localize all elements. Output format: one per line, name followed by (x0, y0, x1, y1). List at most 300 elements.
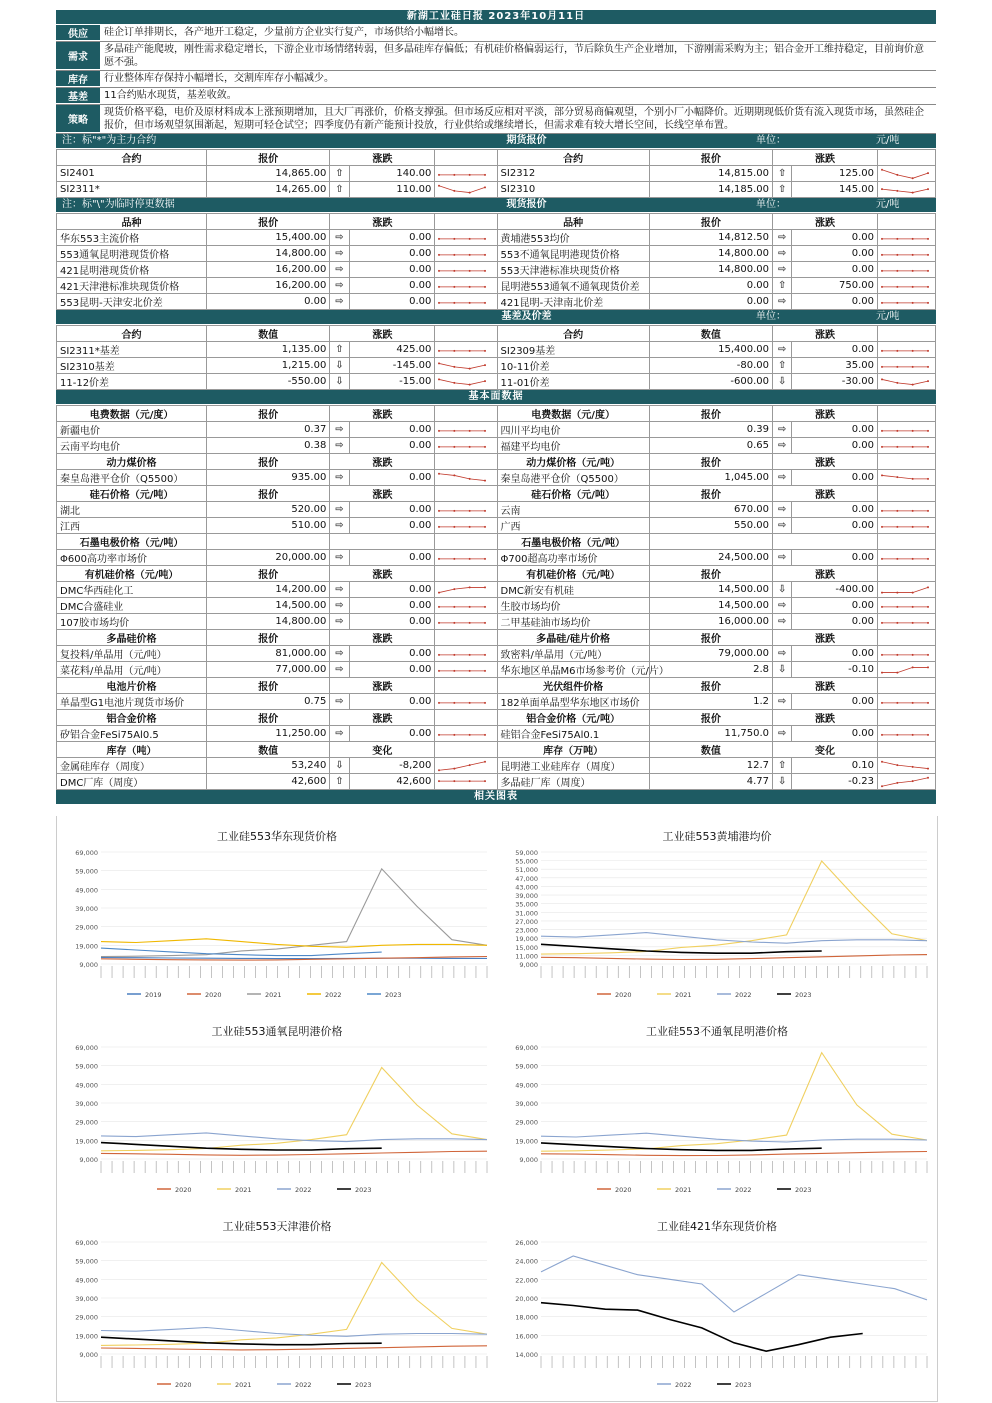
item-change: 0.00 (792, 614, 878, 630)
sparkline (435, 230, 497, 246)
header-cell: 报价 (649, 566, 772, 582)
header-cell: 石墨电极价格（元/吨） (57, 534, 207, 550)
sparkline-point (881, 474, 883, 476)
sparkline-chart (435, 343, 489, 357)
y-tick-label: 9,000 (79, 961, 98, 969)
item-name: SI2311*基差 (57, 342, 207, 358)
chart-title: 工业硅553华东现货价格 (217, 830, 337, 843)
item-change: 0.00 (349, 470, 435, 486)
item-value: 79,000.00 (649, 646, 772, 662)
item-change: 140.00 (349, 166, 435, 182)
spot-header-bar (56, 198, 936, 213)
sparkline-point (927, 733, 929, 735)
item-name: 秦皇岛港平仓价（Q5500） (497, 470, 649, 486)
sparkline-chart (435, 663, 489, 677)
sparkline-point (912, 765, 914, 767)
futures-title: 期货报价 (506, 135, 547, 146)
summary-row (56, 25, 936, 42)
header-cell: 涨跌 (773, 406, 878, 422)
sparkline-point (927, 586, 929, 588)
sparkline-point (438, 769, 440, 771)
sparkline-point (484, 253, 486, 255)
basis-unit-label: 单位： (756, 311, 786, 322)
sparkline-point (469, 669, 471, 671)
header-cell: 涨跌 (330, 486, 435, 502)
sparkline-point (469, 586, 471, 588)
change-arrow-right-icon: ⇨ (330, 518, 349, 534)
chart-plot (497, 1041, 937, 1201)
sparkline-point (438, 173, 440, 175)
header-cell-empty (878, 326, 936, 342)
sparkline-point (927, 509, 929, 511)
sparkline-chart (878, 599, 932, 613)
spot-unit-label: 单位： (756, 199, 786, 210)
y-tick-label: 49,000 (75, 886, 98, 895)
item-name: DMC新安有机硅 (497, 582, 649, 598)
sparkline-point (927, 445, 929, 447)
item-name: 黄埔港553均价 (497, 230, 649, 246)
sparkline-chart (435, 471, 489, 485)
sparkline-chart (435, 231, 489, 245)
legend-label: 2022 (735, 1186, 752, 1194)
sparkline-point (484, 669, 486, 671)
item-name: 云南平均电价 (57, 438, 207, 454)
y-tick-label: 23,000 (515, 926, 538, 935)
item-change: 0.00 (349, 646, 435, 662)
change-arrow-right-icon: ⇨ (330, 278, 349, 294)
item-change: 0.00 (349, 694, 435, 710)
sparkline (435, 374, 497, 390)
item-name: 硅铝合金FeSi75Al0.1 (497, 726, 649, 742)
series-line (541, 1143, 822, 1151)
item-name: 矽铝合金FeSi75Al0.5 (57, 726, 207, 742)
item-value: 670.00 (649, 502, 772, 518)
item-change: 0.00 (349, 518, 435, 534)
sparkline-line (882, 587, 928, 592)
futures-unit-label: 单位： (756, 135, 786, 146)
sparkline-line (439, 185, 485, 192)
sparkline-point (912, 349, 914, 351)
sparkline-point (469, 269, 471, 271)
header-cell: 品种 (497, 214, 649, 230)
header-cell-empty (878, 566, 936, 582)
sparkline (878, 502, 936, 518)
item-name: 复投料/单晶用（元/吨） (57, 646, 207, 662)
fundamentals-title: 基本面数据 (56, 390, 936, 405)
sparkline-point (881, 509, 883, 511)
sparkline (435, 598, 497, 614)
y-tick-label: 49,000 (75, 1081, 98, 1090)
item-value: 14,815.00 (649, 166, 772, 182)
header-cell-empty (435, 534, 497, 550)
sparkline-point (438, 780, 440, 782)
y-tick-label: 29,000 (75, 1118, 98, 1127)
item-name: 二甲基硅油市场均价 (497, 614, 649, 630)
sparkline (435, 550, 497, 566)
sparkline-point (896, 591, 898, 593)
chart-title: 工业硅553黄埔港均价 (662, 830, 772, 843)
table-row (57, 550, 936, 566)
table-row (57, 358, 936, 374)
table-row (57, 726, 936, 742)
item-change: 145.00 (792, 182, 878, 198)
sparkline (435, 294, 497, 310)
sparkline-chart (878, 519, 932, 533)
change-arrow-right-icon: ⇨ (773, 230, 792, 246)
y-tick-label: 39,000 (515, 1100, 538, 1108)
legend-label: 2021 (235, 1381, 252, 1389)
item-value: -80.00 (649, 358, 772, 374)
item-change: -15.00 (349, 374, 435, 390)
sparkline (435, 726, 497, 742)
item-name: DMC合盛硅业 (57, 598, 207, 614)
legend-label: 2020 (615, 1186, 632, 1194)
summary-text: 行业整体库存保持小幅增长，交割库库存小幅减少。 (104, 73, 334, 84)
item-name: SI2310 (497, 182, 649, 198)
sparkline-point (469, 477, 471, 479)
sparkline (878, 342, 936, 358)
item-value: 12.7 (649, 758, 772, 774)
sparkline-point (912, 557, 914, 559)
table-row (57, 758, 936, 774)
sparkline-chart (435, 423, 489, 437)
item-name: 107胶市场均价 (57, 614, 207, 630)
header-cell: 数值 (207, 326, 330, 342)
series-line (541, 1303, 863, 1352)
sparkline (878, 374, 936, 390)
header-cell: 报价 (649, 406, 772, 422)
table-header-row (57, 326, 936, 342)
basis-table (56, 325, 936, 390)
header-cell: 报价 (649, 630, 772, 646)
sparkline-point (438, 591, 440, 593)
legend-label: 2022 (295, 1186, 312, 1194)
sparkline (435, 262, 497, 278)
sparkline-point (896, 764, 898, 766)
table-row (57, 502, 936, 518)
futures-note: 注：标"*"为主力合约 (62, 135, 157, 146)
header-cell-empty (435, 678, 497, 694)
y-tick-label: 35,000 (515, 900, 538, 909)
sparkline-point (484, 525, 486, 527)
sparkline-point (438, 429, 440, 431)
item-name: 单晶型G1电池片现货市场价 (57, 694, 207, 710)
table-header-row (57, 486, 936, 502)
sparkline-point (881, 701, 883, 703)
sparkline-point (454, 588, 456, 590)
sparkline-point (927, 253, 929, 255)
y-tick-label: 19,000 (515, 935, 538, 944)
item-value: 14,500.00 (207, 598, 330, 614)
chart-plot (57, 1236, 497, 1396)
sparkline-line (439, 363, 485, 368)
sparkline-point (881, 365, 883, 367)
sparkline (435, 278, 497, 294)
table-row (57, 182, 936, 198)
summary-text: 硅企订单排期长，各产地开工稳定，少量前方企业实行复产，市场供给小幅增长。 (104, 27, 464, 38)
sparkline-point (438, 301, 440, 303)
y-tick-label: 24,000 (515, 1257, 538, 1266)
sparkline-chart (878, 375, 932, 389)
sparkline-chart (435, 599, 489, 613)
table-header-row (57, 678, 936, 694)
y-tick-label: 49,000 (75, 1276, 98, 1285)
sparkline-line (882, 169, 928, 178)
sparkline-point (881, 760, 883, 762)
sparkline-point (469, 237, 471, 239)
sparkline (435, 646, 497, 662)
series-line (541, 1152, 927, 1156)
legend-label: 2021 (675, 991, 692, 999)
y-tick-label: 19,000 (75, 1332, 98, 1341)
sparkline-point (896, 429, 898, 431)
sparkline (435, 694, 497, 710)
sparkline-point (454, 701, 456, 703)
item-change: 0.00 (349, 438, 435, 454)
header-cell-empty (878, 710, 936, 726)
sparkline-point (912, 477, 914, 479)
change-arrow-down-icon: ⇩ (330, 374, 349, 390)
sparkline-point (484, 364, 486, 366)
sparkline-point (484, 760, 486, 762)
item-name: Φ600高功率市场价 (57, 550, 207, 566)
sparkline-point (484, 380, 486, 382)
sparkline (435, 774, 497, 790)
sparkline-chart (878, 247, 932, 261)
change-arrow-down-icon: ⇩ (330, 358, 349, 374)
item-value: 0.00 (207, 294, 330, 310)
header-cell: 涨跌 (773, 486, 878, 502)
change-arrow-right-icon: ⇨ (330, 582, 349, 598)
sparkline-line (882, 379, 928, 384)
item-change: 0.00 (792, 518, 878, 534)
y-tick-label: 59,000 (75, 867, 98, 876)
sparkline-point (912, 701, 914, 703)
sparkline-point (469, 445, 471, 447)
table-row (57, 166, 936, 182)
sparkline (878, 726, 936, 742)
sparkline-point (927, 477, 929, 479)
item-name: 四川平均电价 (497, 422, 649, 438)
item-name: 湖北 (57, 502, 207, 518)
related-charts-title: 相关图表 (56, 790, 936, 805)
sparkline (435, 582, 497, 598)
item-change: 0.10 (792, 758, 878, 774)
item-change: -145.00 (349, 358, 435, 374)
table-header-row (57, 454, 936, 470)
change-arrow-right-icon: ⇨ (773, 646, 792, 662)
change-arrow-right-icon: ⇨ (773, 694, 792, 710)
header-cell: 涨跌 (773, 678, 878, 694)
table-row (57, 262, 936, 278)
sparkline-chart (435, 583, 489, 597)
header-cell: 有机硅价格（元/吨） (497, 566, 649, 582)
spot-unit: 元/吨 (876, 199, 900, 210)
change-arrow-up-icon: ⇧ (773, 278, 792, 294)
sparkline-line (882, 667, 928, 672)
sparkline (878, 582, 936, 598)
item-name: 553通氧昆明港现货价格 (57, 246, 207, 262)
sparkline-chart (435, 295, 489, 309)
item-change: 0.00 (792, 726, 878, 742)
change-arrow-right-icon: ⇨ (773, 550, 792, 566)
change-arrow-right-icon: ⇨ (330, 550, 349, 566)
sparkline (878, 278, 936, 294)
summary-label: 策略 (56, 105, 100, 133)
legend-label: 2021 (235, 1186, 252, 1194)
header-cell: 报价 (649, 454, 772, 470)
sparkline-chart (878, 279, 932, 293)
item-value: 11,750.0 (649, 726, 772, 742)
table-header-row (57, 566, 936, 582)
change-arrow-down-icon: ⇩ (773, 374, 792, 390)
sparkline (435, 502, 497, 518)
change-arrow-right-icon: ⇨ (330, 598, 349, 614)
header-cell: 铝合金价格 (57, 710, 207, 726)
sparkline-point (896, 509, 898, 511)
y-tick-label: 16,000 (515, 1332, 538, 1341)
item-value: 53,240 (207, 758, 330, 774)
legend-label: 2023 (355, 1186, 372, 1194)
summary-row (56, 105, 936, 134)
change-arrow-right-icon: ⇨ (330, 230, 349, 246)
sparkline-chart (878, 647, 932, 661)
item-name: 新疆电价 (57, 422, 207, 438)
header-cell-empty (878, 630, 936, 646)
summary-text: 多晶硅产能爬坡，刚性需求稳定增长，下游企业市场情绪转弱，但多晶硅库存偏低；有机硅价格偏弱运行，节后除负生产企业增加，下游刚需采购为主；铝合金开工维持稳定，目前询价意愿不强。 (104, 44, 924, 68)
item-value: 14,800.00 (649, 246, 772, 262)
sparkline-point (912, 653, 914, 655)
sparkline-point (912, 733, 914, 735)
header-cell: 有机硅价格（元/吨） (57, 566, 207, 582)
y-tick-label: 9,000 (519, 961, 538, 969)
sparkline-chart (878, 663, 932, 677)
item-value: 4.77 (649, 774, 772, 790)
sparkline-point (881, 269, 883, 271)
sparkline-point (896, 557, 898, 559)
sparkline-point (912, 285, 914, 287)
item-value: 0.65 (649, 438, 772, 454)
change-arrow-right-icon: ⇨ (773, 422, 792, 438)
sparkline-point (484, 301, 486, 303)
legend-label: 2020 (205, 991, 222, 999)
item-value: 550.00 (649, 518, 772, 534)
header-cell: 报价 (649, 486, 772, 502)
change-arrow-right-icon: ⇨ (773, 470, 792, 486)
table-header-row (57, 214, 936, 230)
y-tick-label: 49,000 (515, 1081, 538, 1090)
item-change: 0.00 (792, 502, 878, 518)
header-cell: 报价 (207, 454, 330, 470)
header-cell: 报价 (207, 566, 330, 582)
table-header-row (57, 630, 936, 646)
change-arrow-right-icon: ⇨ (330, 438, 349, 454)
header-cell (649, 534, 772, 550)
item-value: 520.00 (207, 502, 330, 518)
item-value: 935.00 (207, 470, 330, 486)
item-value: 2.8 (649, 662, 772, 678)
header-cell: 电费数据（元/度） (497, 406, 649, 422)
sparkline-point (927, 285, 929, 287)
header-cell: 合约 (497, 150, 649, 166)
legend-label: 2020 (175, 1186, 192, 1194)
item-change: -30.00 (792, 374, 878, 390)
item-change: 0.00 (349, 662, 435, 678)
summary-text: 现货价格平稳，电价及原材料成本上涨预期增加，且大厂再涨价，价格支撑强。但市场反应相对平淡，部分贸易商偏观望，个别小厂小幅降价。近期期现低价货有流入现货市场，虽然硅企报价，但市场观望氛围渐起，短期可轻仓试空；四季度仍有新产能预计投放，行业供给或继续增长，但需求难有较大增长空间，长线空单布置。 (104, 107, 924, 131)
item-change: 0.00 (349, 278, 435, 294)
item-value: 0.75 (207, 694, 330, 710)
sparkline-chart (435, 695, 489, 709)
item-name: 云南 (497, 502, 649, 518)
sparkline-chart (878, 759, 932, 773)
sparkline-chart (878, 471, 932, 485)
item-change: 0.00 (792, 294, 878, 310)
line-chart (57, 1206, 497, 1401)
sparkline-chart (878, 423, 932, 437)
change-arrow-up-icon: ⇧ (330, 182, 349, 198)
change-arrow-right-icon: ⇨ (773, 342, 792, 358)
sparkline-point (881, 285, 883, 287)
sparkline-point (881, 653, 883, 655)
header-cell: 涨跌 (773, 710, 878, 726)
change-arrow-right-icon: ⇨ (773, 502, 792, 518)
header-cell-empty (435, 566, 497, 582)
change-arrow-up-icon: ⇧ (773, 758, 792, 774)
item-name: 553天津港标准块现货价格 (497, 262, 649, 278)
item-value: 16,000.00 (649, 614, 772, 630)
item-value: 77,000.00 (207, 662, 330, 678)
item-value: 1,215.00 (207, 358, 330, 374)
change-arrow-up-icon: ⇧ (773, 358, 792, 374)
sparkline-point (927, 605, 929, 607)
table-row (57, 438, 936, 454)
sparkline-point (912, 509, 914, 511)
sparkline-point (912, 666, 914, 668)
legend-label: 2020 (615, 991, 632, 999)
header-cell: 电池片价格 (57, 678, 207, 694)
item-change: 0.00 (349, 598, 435, 614)
change-arrow-right-icon: ⇨ (773, 246, 792, 262)
item-change: 110.00 (349, 182, 435, 198)
header-cell-empty (435, 214, 497, 230)
sparkline-chart (878, 439, 932, 453)
sparkline-point (927, 269, 929, 271)
sparkline-point (454, 189, 456, 191)
sparkline-point (912, 365, 914, 367)
header-cell: 涨跌 (773, 454, 878, 470)
basis-unit: 元/吨 (876, 311, 900, 322)
item-change: 0.00 (792, 550, 878, 566)
sparkline-point (454, 474, 456, 476)
series-line (101, 1337, 382, 1345)
header-cell-empty (878, 214, 936, 230)
report-title: 新湖工业硅日报 2023年10月11日 (56, 10, 936, 25)
sparkline-point (881, 349, 883, 351)
item-change: 0.00 (792, 470, 878, 486)
item-name: DMC华西硅化工 (57, 582, 207, 598)
sparkline-chart (878, 343, 932, 357)
sparkline-point (484, 269, 486, 271)
sparkline (435, 758, 497, 774)
table-header-row (57, 150, 936, 166)
item-value: 1,045.00 (649, 470, 772, 486)
item-name: 昆明港工业硅库存（周度） (497, 758, 649, 774)
change-arrow-down-icon: ⇩ (330, 758, 349, 774)
sparkline-chart (435, 775, 489, 789)
item-name: SI2310基差 (57, 358, 207, 374)
y-tick-label: 19,000 (75, 942, 98, 951)
sparkline-point (454, 445, 456, 447)
